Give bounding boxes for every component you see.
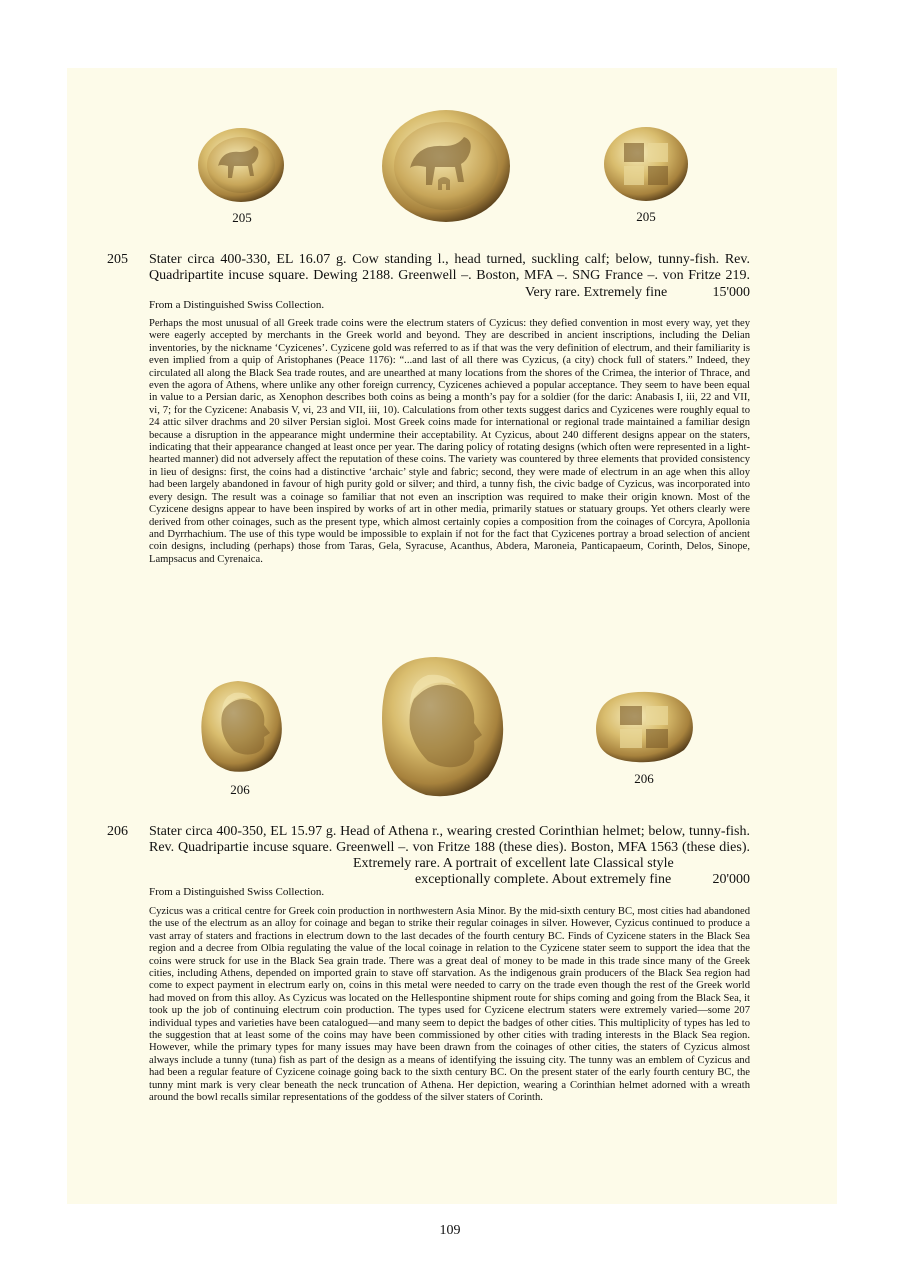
lot-206-provenance: From a Distinguished Swiss Collection. bbox=[149, 886, 325, 898]
page-number: 109 bbox=[439, 1223, 461, 1238]
coin-206-obverse-large bbox=[370, 655, 508, 801]
lot-206-grade-line-2: exceptionally complete. About extremely fine bbox=[415, 872, 672, 887]
lot-number-206: 206 bbox=[107, 824, 128, 839]
lot-205-essay: Perhaps the most unusual of all Greek trade coins were the electrum staters of Cyzicus: they defied convention in most every way, yet they were eagerly accepted by merchants in the Greek world and beyond. They are described in ancient inscriptions, including the Delian inventories, by the nickname ‘Cyzicenes’. Cyzicene gold was referred to as if that was the very definition of electrum, and their familiarity is even implied from a quip of Aristophanes (Peace 1176): “...and last of all there was Cyzicus, (a city) chock full of staters.” Indeed, they circulated all along the Black Sea trade routes, and are unearthed at many locations from the shores of the Crimea, the interior of Thrace, and even the agora of Athens, where unlike any other foreign currency, Cyzicenes achieved a popular acceptance. They seem to have been equal in value to a Persian daric, as Xenophon describes both coins as being a month’s pay for a soldier (for the daric: Anabasis I, iii, 22 and VII, vi, 7; for the Cyzicene: Anabasis V, vi, 23 and VII, iii, 10). Calculations from other texts suggest darics and Cyzicenes were roughly equal to 24 attic silver drachms and 20 silver Persian sigloi. Most Greek coins made for international or regional trade maintained a familiar design because a disruption in the appearance might undermine their acceptability. At Cyzicus, about 240 different designs appear on the staters, indicating that their appearance changed at least once per year. The daring policy of rotating designs (which often were represented in a light-hearted manner) did not adversely affect the reputation of these coins. The variety was countered by three elements that provided consistency in lieu of designs: first, the coins had a distinctive ‘archaic’ style and fabric; second, they were made of electrum in an age when this alloy had been largely abandoned in favour of high purity gold or silver; and third, a tunny fish, the civic badge of Cyzicus, was incorporated into every design. The result was a coinage so familiar that not even an inscription was required to make their origin known. Most of the Cyzicene designs appear to have been inspired by works of art in other media, primarily statues or statuary groups. Yet others clearly were derived from other coinages, such as the present type, which almost certainly copies a composition from the coinages of Corcyra, Apollonia and Dyrrhachium. The use of this type would be impossible to explain if not for the fact that Cyzicenes portray a broad selection of ancient coin designs, including (perhaps) those from Taras, Gela, Syracuse, Acanthus, Abdera, Maroneia, Panticapaeum, Corinth, Delos, Sinope, Lampsacus and Cyrenaica. bbox=[149, 318, 750, 565]
lot-205-description-line-1: Stater circa 400-330, EL 16.07 g. Cow standing l., head turned, suckling calf; below, tunny-fish. Rev. bbox=[149, 252, 750, 267]
lot-206-essay: Cyzicus was a critical centre for Greek coin production in northwestern Asia Minor. By the mid-sixth century BC, most cities had abandoned the use of the electrum as an alloy for coinage and began to strike their regular coinages in silver. However, Cyzicus continued to produce a vast array of staters and fractions in electrum down to the last decades of the fourth century BC. Finds of Cyzicene staters in the Black Sea region and a decree from Olbia regulating the value of the local coinage in relation to the Cyzicene stater seem to support the idea that the coins were struck for use in the Black Sea grain trade. There was a great deal of money to be made in this trade since many of the Greek cities, including Athens, depended on imported grain to stave off starvation. As the indigenous grain producers of the Black Sea region had come to expect payment in electrum early on, coins in this metal were needed to carry on the trade even though the rest of the Greek world had moved on from this alloy. As Cyzicus was located on the Hellespontine shipment route for ships coming and going from the Black Sea, it took up the job of continuing electrum coin production. The types used for Cyzicene electrum staters were extremely varied—some 207 individual types and varieties have been catalogued—and many seem to depict the badges of other cities. This multiplicity of types has led to the suggestion that at least some of the coins may have been commissioned by other cities with trading interests in the Black Sea region. However, while the primary types for many issues may have been drawn from the coinages of other cities, the staters of Cyzicus almost always include a tunny (tuna) fish as part of the design as a means of identifying the issuing city. The tunny was an emblem of Cyzicus and had been a regular feature of Cyzicene coinage going back to the sixth century BC. On the present stater of the early fourth century BC, the tunny mint mark is very clear beneath the neck truncation of Athena. Her depiction, wearing a Corinthian helmet adorned with a wreath around the bowl recalls similar representations of the goddess of the silver staters of Corinth. bbox=[149, 906, 750, 1104]
lot-205-provenance: From a Distinguished Swiss Collection. bbox=[149, 299, 325, 311]
lot-206-grade-line-1: Extremely rare. A portrait of excellent late Classical style bbox=[353, 856, 674, 871]
lot-205-price: 15'000 bbox=[712, 285, 750, 300]
coin-206-obverse-small bbox=[194, 679, 286, 775]
lot-205-description-line-2: Quadripartite incuse square. Dewing 2188. Greenwell –. Boston, MFA –. SNG France –. von Fritze 219. bbox=[149, 268, 750, 283]
coin-205-reverse bbox=[602, 125, 690, 203]
lot-number-205: 205 bbox=[107, 252, 128, 267]
coin-label-206-reverse: 206 bbox=[634, 771, 654, 786]
coin-206-reverse bbox=[592, 690, 696, 764]
lot-205-grade: Very rare. Extremely fine bbox=[525, 285, 668, 300]
coin-205-obverse-small bbox=[196, 126, 286, 204]
lot-206-price: 20'000 bbox=[712, 872, 750, 887]
coin-205-obverse-large bbox=[380, 108, 512, 224]
lot-206-description-line-1: Stater circa 400-350, EL 15.97 g. Head of Athena r., wearing crested Corinthian helmet; below, tunny-fish. bbox=[149, 824, 750, 839]
coin-label-205-reverse: 205 bbox=[636, 209, 656, 224]
lot-206-description-line-2: Rev. Quadripartie incuse square. Greenwell –. von Fritze 188 (these dies). Boston, MFA 1563 (these dies). bbox=[149, 840, 750, 855]
coin-label-206-obverse: 206 bbox=[230, 782, 250, 797]
coin-label-205-obverse: 205 bbox=[232, 210, 252, 225]
